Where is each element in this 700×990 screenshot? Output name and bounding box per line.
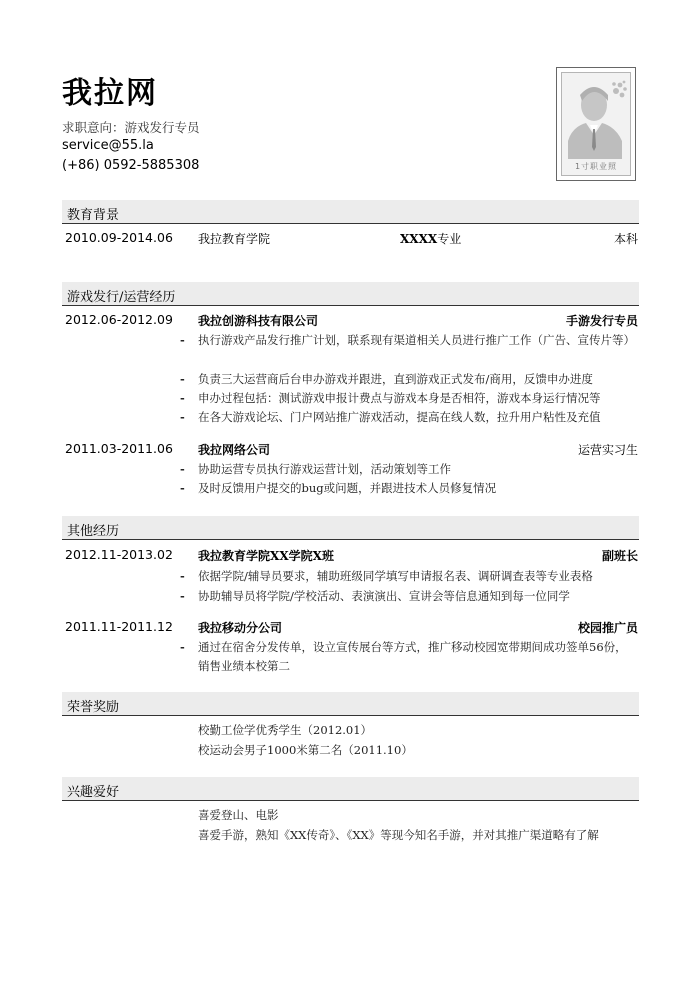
list-item: - 依据学院/辅导员要求，辅助班级同学填写申请报名表、调研调查表等专业表格 [180, 569, 593, 583]
job-company: 我拉网络公司 [198, 443, 271, 457]
list-item: 喜爱登山、电影 [198, 808, 279, 822]
person-silhouette-icon [562, 73, 630, 159]
section-other [62, 516, 639, 540]
list-item: - 申办过程包括：测试游戏申报计费点与游戏本身是否相符，游戏本身运行情况等 [180, 391, 601, 405]
list-item: 校勤工俭学优秀学生（2012.01） [198, 723, 373, 737]
list-item: - 在各大游戏论坛、门户网站推广游戏活动，提高在线人数，拉升用户粘性及充值 [180, 410, 601, 424]
job-role: 校园推广员 [577, 621, 638, 635]
list-item: - 协助辅导员将学院/学校活动、表演演出、宣讲会等信息通知到每一位同学 [180, 589, 570, 603]
section-title: 荣誉奖励 [67, 700, 120, 715]
list-item: - 及时反馈用户提交的bug或问题，并跟进技术人员修复情况 [180, 481, 497, 495]
job-company: 我拉移动分公司 [198, 621, 283, 635]
candidate-name: 我拉网 [62, 76, 158, 111]
job-date: 2012.06-2012.09 [65, 312, 173, 327]
list-item: 喜爱手游，熟知《XX传奇》、《XX》等现今知名手游，并对其推广渠道略有了解 [198, 828, 599, 842]
job-role: 副班长 [601, 549, 638, 563]
list-item: - 通过在宿舍分发传单，设立宣传展台等方式，推广移动校园宽带期间成功签单56份，销售业绩本校第二 [180, 640, 627, 673]
section-title: 游戏发行/运营经历 [67, 290, 176, 305]
job-role: 手游发行专员 [565, 314, 638, 328]
major-suffix: 专业 [437, 232, 462, 246]
job-org: 我拉教育学院XX学院X班 [198, 549, 334, 563]
education-date: 2010.09-2014.06 [65, 230, 173, 245]
job-date: 2011.11-2011.12 [65, 619, 173, 634]
list-item: - 协助运营专员执行游戏运营计划，活动策划等工作 [180, 462, 451, 476]
education-degree: 本科 [613, 232, 638, 246]
photo-label: 1寸职业照 [574, 162, 618, 171]
major-name: XXXX [400, 232, 438, 246]
section-title: 教育背景 [67, 208, 120, 223]
section-title: 兴趣爱好 [67, 785, 120, 800]
section-honors [62, 692, 639, 716]
list-item: - 负责三大运营商后台申办游戏并跟进，直到游戏正式发布/商用，反馈申办进度 [180, 372, 593, 386]
section-experience [62, 282, 639, 306]
job-company: 我拉创游科技有限公司 [198, 314, 319, 328]
section-title: 其他经历 [67, 524, 120, 539]
list-item: 校运动会男子1000米第二名（2011.10） [198, 743, 413, 757]
phone-text: (+86) 0592-5885308 [62, 158, 200, 173]
job-intent: 求职意向：游戏发行专员 [62, 120, 200, 135]
photo-frame [556, 67, 636, 181]
education-school: 我拉教育学院 [198, 232, 271, 246]
avatar-placeholder [561, 72, 631, 176]
email-text: service@55.la [62, 138, 154, 153]
section-hobbies [62, 777, 639, 801]
job-date: 2012.11-2013.02 [65, 547, 173, 562]
list-item: - 执行游戏产品发行推广计划，联系现有渠道相关人员进行推广工作（广告、宣传片等） [180, 333, 635, 347]
section-education [62, 200, 639, 224]
job-role: 运营实习生 [577, 443, 638, 457]
education-major [400, 230, 461, 247]
job-date: 2011.03-2011.06 [65, 441, 173, 456]
